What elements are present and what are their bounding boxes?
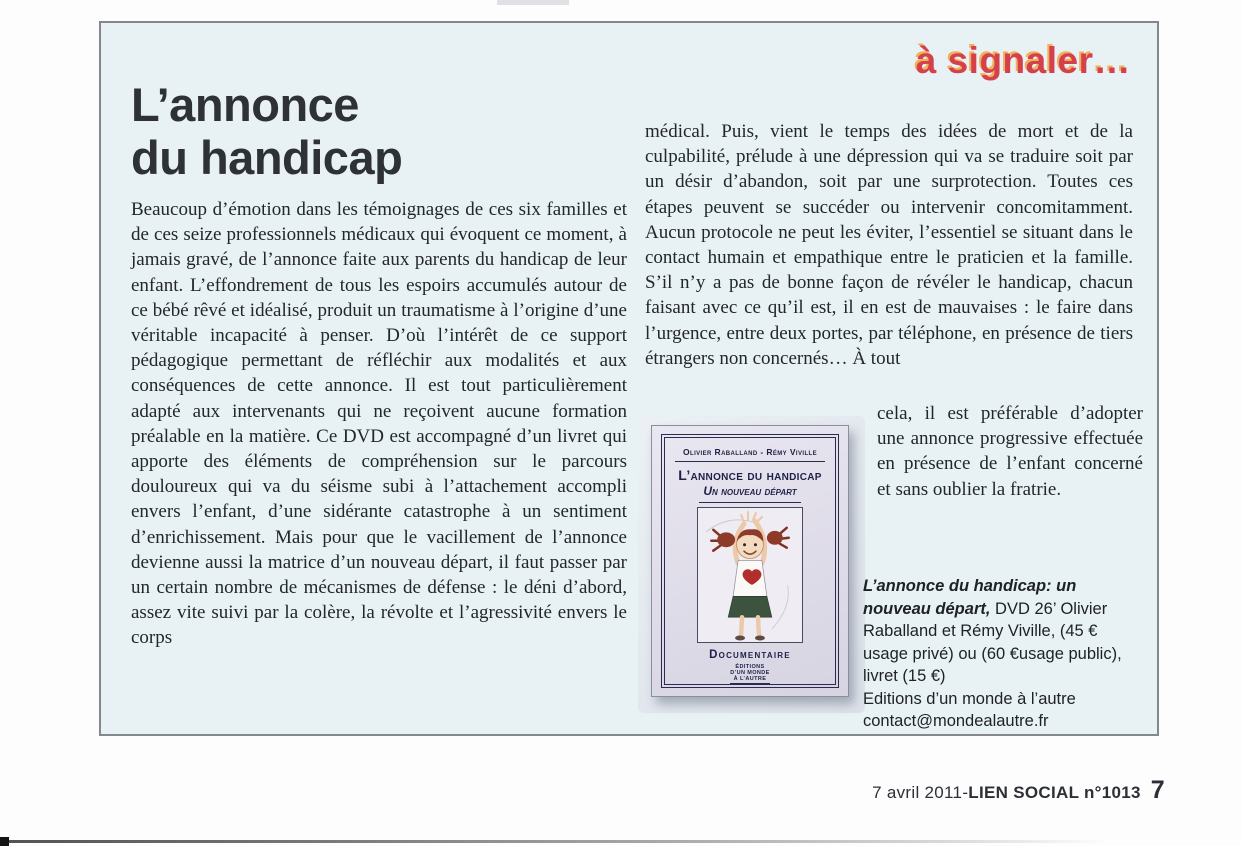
footer-separator: - [962,783,969,802]
article-title-line1: L’annonce [131,78,359,131]
caption-publisher: Editions d’un monde à l’autre [863,689,1076,708]
dvd-subtitle: Un nouveau départ [703,484,797,498]
dvd-rule [675,461,825,462]
dvd-rule [699,502,801,503]
page-footer [872,776,1165,805]
dvd-genre: Documentaire [709,649,791,661]
caption-title: L’annonce du handicap: un nouveau départ, [863,577,1077,618]
article-title-line2: du handicap [131,131,403,184]
footer-magazine-title: LIEN SOCIAL n°1013 [968,783,1141,802]
scan-artifact-corner [0,837,9,846]
dvd-cover-photo [638,416,865,713]
footer-date: 7 avril 2011 [872,783,963,802]
dvd-publisher-logo [730,664,769,684]
dvd-publisher-line3: À L’AUTRE [733,676,767,682]
dvd-cover-frame [661,434,839,688]
dvd-cover [651,425,849,697]
dvd-authors: Olivier Raballand - Rémy Viville [683,447,817,457]
dvd-publisher-line2: D’UN MONDE [730,670,770,676]
dvd-publisher-line1: ÉDITIONS [735,664,765,670]
section-header: à signaler… [915,40,1131,81]
caption-details: DVD 26’ Olivier Raballand et Rémy Viville, (45 € usage privé) ou (60 €usage public), livret (15 €) [863,599,1122,685]
girl-illustration [697,507,803,643]
article-column-right: médical. Puis, vient le temps des idées de mort et de la culpabilité, prélude à une dépression qui va se traduire soit par un désir d’abandon, soit par une surprotection. Toutes ces étapes peuvent se succéder ou intervenir concomitamment. Aucun protocole ne peut les éviter, l’essentiel se situant dans le contact humain et empathique entre le praticien et la famille. S’il n’y a pas de bonne façon de révéler le handicap, chacun faisant avec ce qu’il est, il en est de mauvaises : le faire dans l’urgence, entre deux portes, par téléphone, en présence de tiers étrangers non concernés… À tout [645,121,1133,369]
article-title [131,78,402,184]
footer-page-number: 7 [1150,776,1165,804]
caption-email: contact@mondealautre.fr [863,712,1049,730]
dvd-caption [863,575,1141,733]
scan-artifact-top [497,0,569,5]
article-column-left: Beaucoup d’émotion dans les témoignages de ces six familles et de ces seize professionnels médicaux qui évoquent ce moment, à jamais gravé, de l’annonce faite aux parents du handicap de leur enfant. L’effondrement de tous les espoirs accumulés autour de ce bébé rêvé et idéalisé, produit un traumatisme à l’origine d’une véritable incapacité à penser. D’où l’intérêt de ce support pédagogique permettant de réfléchir aux modalités et aux conséquences de cette annonce. Il est tout particulièrement adapté aux intervenants qui ne reçoivent aucune formation préalable en la matière. Ce DVD est accompagné d’un livret qui apporte des éléments de compréhension sur le parcours douloureux qui va du séisme subi à l’attachement accompli envers l’enfant, d’une sidérante catastrophe à un sentiment d’enrichissement. Mais pour que le vacillement de l’annonce devienne aussi la matrice d’un nouveau départ, il faut passer par un certain nombre de mécanismes de défense : le déni d’abord, assez vite suivi par la colère, la révolte et l’agressivité envers le corps [131,199,627,649]
article-column-right-wrapped: cela, il est préférable d’adopter une annonce progressive effectuée en présence de l’enfant concerné et sans oublier la fratrie. [877,403,1143,500]
scan-artifact-bottom [0,840,1105,843]
caption-text [863,575,1141,688]
dvd-title: L’annonce du handicap [678,467,822,483]
